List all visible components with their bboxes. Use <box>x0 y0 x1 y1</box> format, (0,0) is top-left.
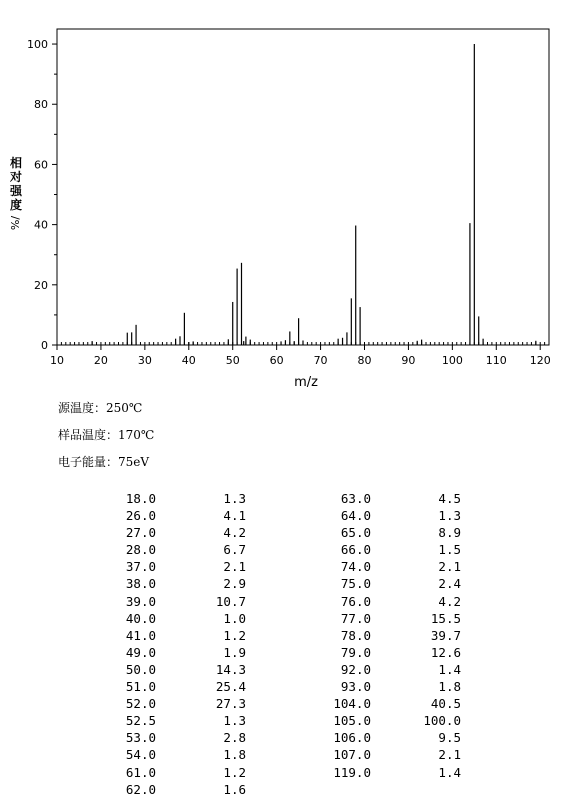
peak-table-row <box>321 712 461 729</box>
peak-table-row <box>106 507 246 524</box>
x-tick-label: 70 <box>313 354 328 367</box>
peak-abundance: 4.2 <box>438 593 461 609</box>
peak-mz: 37.0 <box>125 559 156 575</box>
peak-mz: 74.0 <box>340 559 371 575</box>
peak-mz: 39.0 <box>125 593 156 609</box>
peak-mz: 63.0 <box>340 491 371 506</box>
x-tick-label: 100 <box>441 354 463 367</box>
peak-mz: 107.0 <box>333 747 371 763</box>
peak-mz: 119.0 <box>333 764 371 780</box>
peak-mz: 106.0 <box>333 730 371 746</box>
peak-table-row <box>106 746 246 763</box>
peak-table-row <box>106 541 246 558</box>
peak-abundance: 1.3 <box>223 713 246 729</box>
peak-mz: 65.0 <box>340 525 371 541</box>
y-axis-ticks <box>27 38 57 352</box>
peak-table-row <box>106 593 246 610</box>
peak-table-row <box>106 627 246 644</box>
peak-mz: 75.0 <box>340 576 371 592</box>
peak-abundance: 9.5 <box>438 730 461 746</box>
peak-abundance: 6.7 <box>223 542 246 558</box>
x-tick-label: 110 <box>485 354 507 367</box>
x-tick-label: 30 <box>137 354 152 367</box>
peak-mz: 76.0 <box>340 593 371 609</box>
y-tick-label: 40 <box>34 218 48 232</box>
peak-abundance: 25.4 <box>215 679 246 695</box>
peak-mz: 77.0 <box>340 610 371 626</box>
peak-table-row <box>321 490 461 507</box>
y-axis-label-char: 强 <box>9 184 22 198</box>
peak-abundance: 1.3 <box>438 508 461 524</box>
x-tick-label: 20 <box>93 354 108 367</box>
peak-abundance: 2.9 <box>223 576 246 592</box>
peak-mz: 62.0 <box>125 781 156 797</box>
peak-abundance: 1.8 <box>223 747 246 763</box>
x-axis-ticks <box>50 345 551 367</box>
x-tick-label: 90 <box>401 354 416 367</box>
peak-abundance: 1.6 <box>223 781 246 797</box>
source-temperature: 源温度：250℃ <box>58 401 143 415</box>
peak-mz: 26.0 <box>125 508 156 524</box>
peak-mz: 78.0 <box>340 627 371 643</box>
peak-table-row <box>106 729 246 746</box>
peak-abundance: 1.4 <box>438 661 461 677</box>
peak-mz: 64.0 <box>340 508 371 524</box>
peak-mz: 49.0 <box>125 644 156 660</box>
peak-mz: 54.0 <box>125 747 156 763</box>
y-tick-label: 20 <box>34 278 48 292</box>
x-tick-label: 10 <box>50 354 64 367</box>
peak-table-row <box>321 695 461 712</box>
peak-table-row <box>106 524 246 541</box>
x-tick-label: 120 <box>529 354 551 367</box>
peak-mz: 40.0 <box>125 610 156 626</box>
peak-abundance: 1.5 <box>438 542 461 558</box>
peak-table-row <box>321 678 461 695</box>
peak-abundance: 1.2 <box>223 627 246 643</box>
y-tick-label: 80 <box>34 98 48 112</box>
x-tick-label: 40 <box>181 354 196 367</box>
y-axis-unit: %/ <box>9 215 22 231</box>
peak-mz: 53.0 <box>125 730 156 746</box>
peak-table-row <box>106 781 246 798</box>
peak-table-row <box>106 490 246 507</box>
x-tick-label: 50 <box>225 354 240 367</box>
peak-table-row <box>321 729 461 746</box>
y-axis-label-char: 相 <box>9 156 22 170</box>
peak-table-row <box>321 558 461 575</box>
peak-table-row <box>321 627 461 644</box>
peak-table-row <box>321 746 461 763</box>
peak-abundance: 100.0 <box>423 713 461 729</box>
peak-table-column-2 <box>321 490 461 781</box>
peak-abundance: 1.2 <box>223 764 246 780</box>
peak-table-row <box>321 610 461 627</box>
mass-spectrum-chart <box>0 0 570 392</box>
peak-table-row <box>321 524 461 541</box>
peak-abundance: 12.6 <box>430 644 461 660</box>
peak-abundance: 4.5 <box>438 491 461 506</box>
peak-table-row <box>106 610 246 627</box>
peak-table-column-1 <box>106 490 246 798</box>
peak-table-row <box>321 593 461 610</box>
peak-abundance: 4.1 <box>223 508 246 524</box>
peak-mz: 27.0 <box>125 525 156 541</box>
peak-abundance: 1.4 <box>438 764 461 780</box>
peak-mz: 61.0 <box>125 764 156 780</box>
plot-frame <box>57 29 549 345</box>
peak-mz: 93.0 <box>340 679 371 695</box>
peak-mz: 105.0 <box>333 713 371 729</box>
x-tick-label: 80 <box>357 354 372 367</box>
peak-mz: 18.0 <box>125 491 156 506</box>
peak-abundance: 2.1 <box>438 747 461 763</box>
peak-mz: 104.0 <box>333 696 371 712</box>
peak-abundance: 2.8 <box>223 730 246 746</box>
y-axis-label-char: 度 <box>9 198 22 212</box>
x-tick-label: 60 <box>269 354 284 367</box>
peak-mz: 41.0 <box>125 627 156 643</box>
peak-abundance: 2.1 <box>438 559 461 575</box>
peak-table-row <box>106 712 246 729</box>
peak-table-row <box>106 661 246 678</box>
peak-abundance: 4.2 <box>223 525 246 541</box>
peak-table-row <box>321 541 461 558</box>
peak-table-row <box>321 644 461 661</box>
y-tick-label: 0 <box>41 339 48 352</box>
x-axis-label: m/z <box>294 375 318 390</box>
peak-abundance: 10.7 <box>215 593 246 609</box>
y-axis-label-char: 对 <box>9 170 22 184</box>
peak-table-row <box>106 764 246 781</box>
y-tick-label: 60 <box>34 158 48 172</box>
peak-lines <box>92 44 536 345</box>
peak-abundance: 27.3 <box>215 696 246 712</box>
peak-table-row <box>106 678 246 695</box>
sample-temperature: 样品温度：170℃ <box>58 428 155 442</box>
peak-abundance: 15.5 <box>430 610 461 626</box>
peak-table-row <box>321 507 461 524</box>
peak-abundance: 1.8 <box>438 679 461 695</box>
peak-mz: 50.0 <box>125 661 156 677</box>
peak-table-row <box>106 575 246 592</box>
y-tick-label: 100 <box>27 38 48 52</box>
peak-abundance: 1.0 <box>223 610 246 626</box>
peak-table-row <box>321 575 461 592</box>
peak-abundance: 39.7 <box>430 627 461 643</box>
peak-abundance: 2.1 <box>223 559 246 575</box>
peak-table-row <box>321 764 461 781</box>
peak-mz: 52.5 <box>125 713 156 729</box>
peak-abundance: 1.9 <box>223 644 246 660</box>
peak-table-row <box>106 558 246 575</box>
electron-energy: 电子能量：75eV <box>58 455 150 469</box>
acquisition-conditions <box>58 398 154 479</box>
peak-table-row <box>106 644 246 661</box>
peak-abundance: 40.5 <box>430 696 461 712</box>
peak-abundance: 2.4 <box>438 576 461 592</box>
peak-mz: 92.0 <box>340 661 371 677</box>
y-axis-label <box>6 156 26 230</box>
peak-mz: 66.0 <box>340 542 371 558</box>
peak-mz: 52.0 <box>125 696 156 712</box>
peak-mz: 51.0 <box>125 679 156 695</box>
peak-abundance: 14.3 <box>215 661 246 677</box>
peak-mz: 38.0 <box>125 576 156 592</box>
peak-table-row <box>106 695 246 712</box>
peak-mz: 28.0 <box>125 542 156 558</box>
peak-abundance: 8.9 <box>438 525 461 541</box>
peak-table-row <box>321 661 461 678</box>
peak-mz: 79.0 <box>340 644 371 660</box>
peak-abundance: 1.3 <box>223 491 246 506</box>
